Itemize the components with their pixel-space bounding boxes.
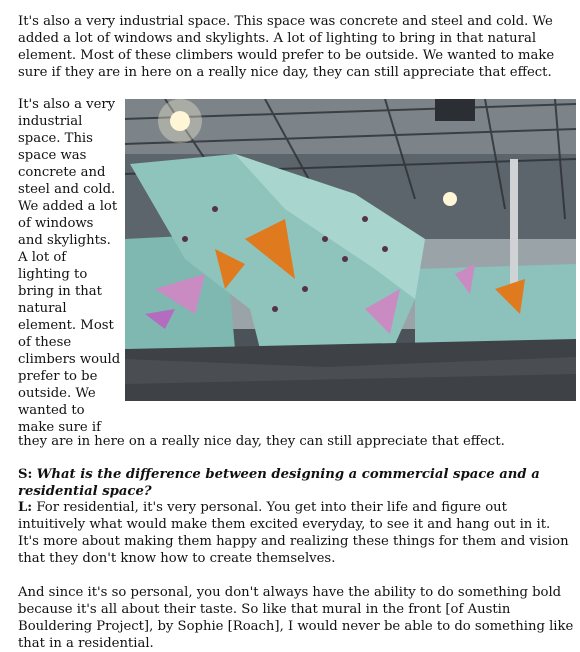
interview-answer-1 — [18, 499, 574, 567]
interview-answer-2: And since it's so personal, you don't always have the ability to do something bold because it's all about their taste. So like that mural in the front [of Austin Bouldering Project], by Sophie [Roach], I would never be able to do something like that in a residential. — [18, 585, 574, 651]
float-paragraph-tail: they are in here on a really nice day, they can still appreciate that effect. — [18, 434, 505, 449]
answer-text: For residential, it's very personal. You get into their life and figure out intuitively what would make them excited everyday, to see it and hang out in it. It's more about making them happy and realizing these things for them and vision that they don't know how to create themselves. — [18, 500, 569, 566]
bouldering-gym-photo — [125, 99, 576, 401]
float-paragraph: It's also a very industrial space. This space was concrete and steel and cold. We added a lot of windows and skylights. A lot of lighting to bring in that natural element. Most of these climbers would prefer to be outside. We wanted to make sure if — [18, 97, 121, 435]
intro-paragraph: It's also a very industrial space. This space was concrete and steel and cold. We added a lot of windows and skylights. A lot of lighting to bring in that natural element. Most of these climbers would prefer to be outside. We wanted to make sure if they are in here on a really nice day, they can still appreciate that effect. — [18, 14, 555, 80]
interview-question — [18, 466, 574, 500]
question-text: What is the difference between designing a commercial space and a residential space? — [18, 467, 540, 499]
question-speaker: S: — [18, 467, 33, 482]
climbing-wall-illustration — [125, 99, 576, 401]
answer-speaker: L: — [18, 500, 33, 515]
